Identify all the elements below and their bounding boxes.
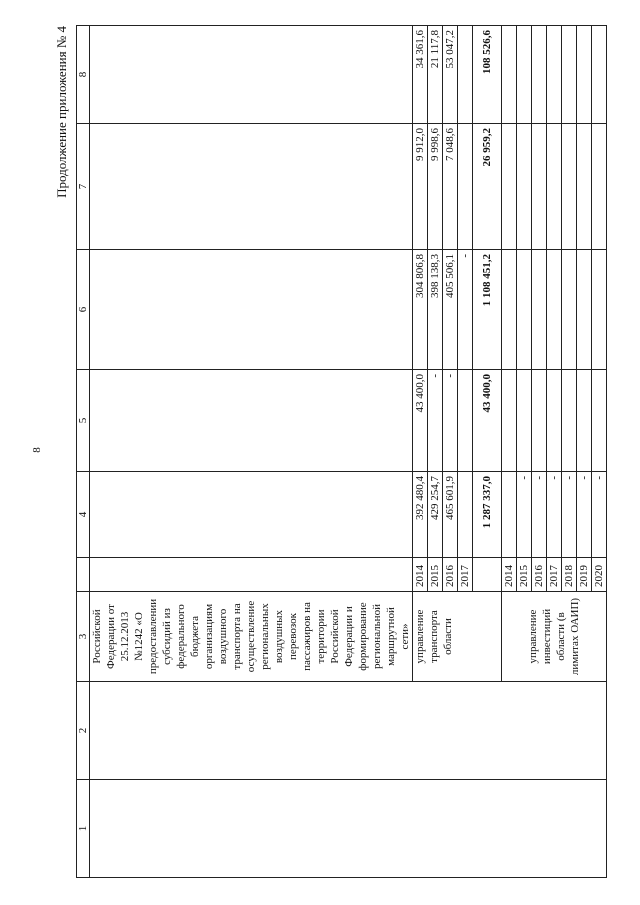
cell-year-blank (90, 558, 413, 592)
rotated-table-page (54, 26, 605, 878)
table-row: 2017 - (458, 26, 473, 878)
header-col-8: 8 (77, 26, 90, 124)
table-row: управление инвестиций области (в лимитах ОАИП) 2014 (502, 26, 517, 878)
table-row: 2016 - (532, 26, 547, 878)
table-row: 2016 465 601,9 - 405 506,1 7 048,6 53 047,2 (443, 26, 458, 878)
caption: Продолжение приложения № 4 (54, 26, 69, 198)
total-row: 1 287 337,0 43 400,0 1 108 451,2 26 959,2 108 526,6 (473, 26, 502, 878)
table-row: 2015 - (517, 26, 532, 878)
description-row (90, 26, 413, 878)
table-row: 2015 429 254,7 - 398 138,3 9 998,6 21 117,8 (428, 26, 443, 878)
table-row: 2019 - (577, 26, 592, 878)
page-number: 8 (30, 447, 43, 453)
cell-col-1 (90, 780, 607, 878)
table-row: 2018 - (562, 26, 577, 878)
header-col-2: 2 (77, 682, 90, 780)
header-col-4: 4 (77, 472, 90, 558)
cell-col-2 (90, 682, 607, 780)
description-text: Российской Федерации от 25.12.2013 №1242 «О предоставлении субсидий из федерального бюджета организациям воздушного транспорта на осуществление региональных воздушных перевозок пассажиров на территории Российской Федерации и формирование региональной маршрутной сети» (90, 592, 413, 682)
header-col-7: 7 (77, 124, 90, 250)
org-investment: управление инвестиций области (в лимитах ОАИП) (502, 592, 607, 682)
header-col-3: 3 (77, 592, 90, 682)
header-col-6: 6 (77, 250, 90, 370)
table-row: управление транспорта области 2014 392 480,4 43 400,0 304 806,8 9 912,0 34 361,6 (413, 26, 428, 878)
budget-table (76, 25, 607, 878)
header-col-year (77, 558, 90, 592)
org-transport: управление транспорта области (413, 592, 502, 682)
header-col-5: 5 (77, 370, 90, 472)
header-row (77, 26, 90, 878)
table-row: 2017 - (547, 26, 562, 878)
header-col-1: 1 (77, 780, 90, 878)
table-row: 2020 - (592, 26, 607, 878)
